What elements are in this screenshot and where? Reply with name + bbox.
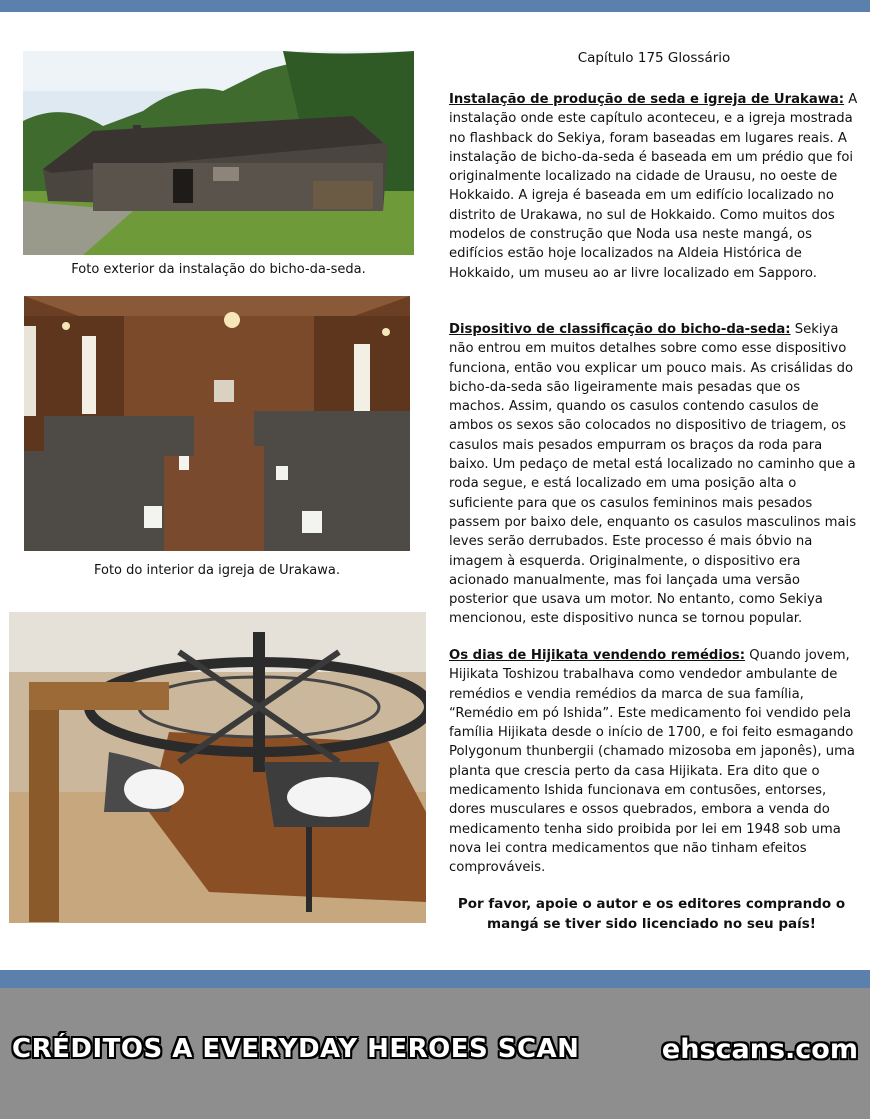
entry-term: Dispositivo de classificação do bicho-da-seda: xyxy=(449,322,791,337)
glossary-entry-sorting-device xyxy=(449,320,859,629)
support-author-note: Por favor, apoie o autor e os editores comprando o mangá se tiver sido licenciado no seu país! xyxy=(457,896,846,932)
exterior-photo-caption: Foto exterior da instalação do bicho-da-seda. xyxy=(71,262,366,277)
interior-photo-caption: Foto do interior da igreja de Urakawa. xyxy=(93,563,340,578)
chapter-title: Capítulo 175 Glossário xyxy=(577,50,731,66)
exterior-photo xyxy=(23,51,414,255)
entry-text: Sekiya não entrou em muitos detalhes sobre como esse dispositivo funciona, então vou explicar um pouco mais. As crisálidas do bicho-da-seda são ligeiramente mais pesadas que os machos. Assim, quando os casulos contendo casulos de ambos os sexos são colocados no dispositivo de triagem, os casulos mais pesados empurram os braços da roda para baixo. Um pedaço de metal está localizado no caminho que a roda segue, e está localizado em uma posição alta o suficiente para que os casulos femininos mais pesados passem por baixo dele, enquanto os casulos masculinos mais leves serão derrubados. Este processo é mais óbvio na imagem à esquerda. Originalmente, o dispositivo era acionado manualmente, mas foi lançada uma versão posterior que usava um motor. No entanto, como Sekiya mencionou, este dispositivo nunca se tornou popular. xyxy=(449,322,857,627)
footer-accent-bar xyxy=(0,970,870,988)
entry-term: Instalação de produção de seda e igreja de Urakawa: xyxy=(449,92,845,107)
glossary-entry-hijikata-medicine xyxy=(449,646,859,878)
sorting-device-photo xyxy=(9,612,426,923)
scan-credits: CRÉDITOS A EVERYDAY HEROES SCAN xyxy=(12,1034,580,1064)
entry-text: A instalação onde este capítulo aconteceu, e a igreja mostrada no flashback do Sekiya, foram baseadas em lugares reais. A instalação de bicho-da-seda é baseada em um prédio que foi originalmente localizado na cidade de Urausu, no oeste de Hokkaido. A igreja é baseada em um edifício localizado no distrito de Urakawa, no sul de Hokkaido. Como muitos dos modelos de construção que Noda usa neste mangá, os edifícios estão hoje localizados na Aldeia Histórica de Hokkaido, um museu ao ar livre localizado em Sapporo. xyxy=(449,92,858,281)
entry-term: Os dias de Hijikata vendendo remédios: xyxy=(449,648,746,663)
interior-photo xyxy=(24,296,410,551)
glossary-entry-silk-facility xyxy=(449,90,859,283)
top-accent-bar xyxy=(0,0,870,12)
site-link[interactable]: ehscans.com xyxy=(661,1034,858,1065)
entry-text: Quando jovem, Hijikata Toshizou trabalhava como vendedor ambulante de remédios e vendia remédios da marca de sua família, “Remédio em pó Ishida”. Este medicamento foi vendido pela família Hijikata desde o início de 1700, e foi feito esmagando Polygonum thunbergii (chamado mizosoba em japonês), uma planta que crescia perto da casa Hijikata. Era dito que o medicamento Ishida funcionava em contusões, entorses, dores musculares e ossos quebrados, embora a venda do medicamento tenha sido proibida por lei em 1948 sob uma nova lei contra medicamentos que não tinham efeitos comprováveis. xyxy=(449,648,855,876)
